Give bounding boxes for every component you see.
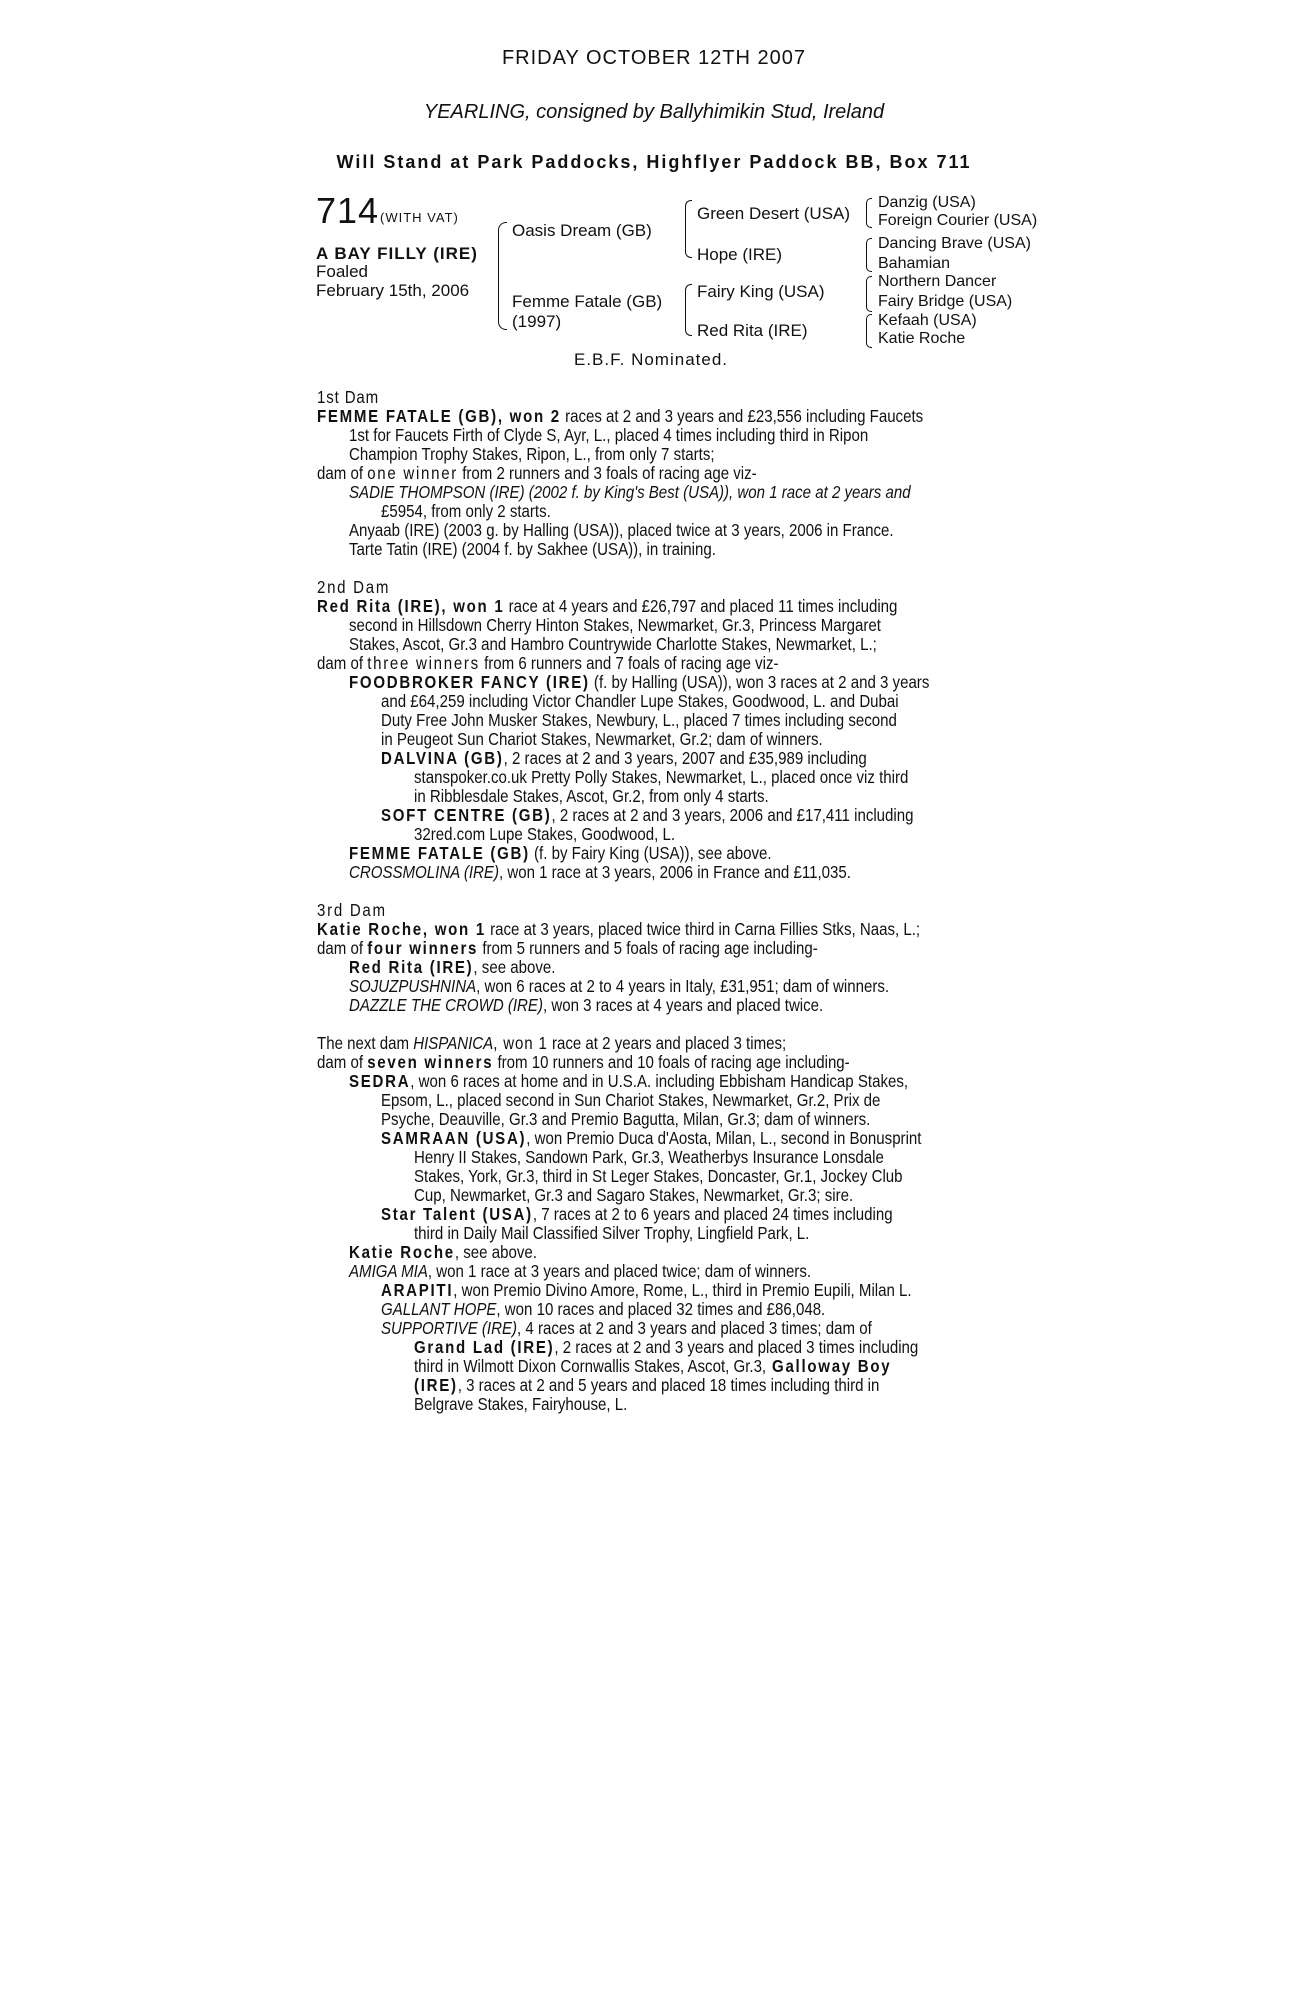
pedigree-brace-2b: [685, 284, 692, 336]
second-dam-line: in Ribblesdale Stakes, Ascot, Gr.2, from only 4 starts.: [414, 786, 769, 806]
next-dam-line: [414, 1356, 891, 1377]
first-dam-line: [317, 406, 923, 427]
second-dam-line: Duty Free John Musker Stakes, Newbury, L., placed 7 times including second: [381, 710, 897, 730]
second-dam-line: [317, 596, 897, 617]
first-dam-line: Champion Trophy Stakes, Ripon, L., from only 7 starts;: [349, 444, 715, 464]
first-dam-line: Anyaab (IRE) (2003 g. by Halling (USA)), placed twice at 3 years, 2006 in France.: [349, 520, 894, 540]
text: dam of: [317, 938, 368, 958]
next-dam-line: Epsom, L., placed second in Sun Chariot Stakes, Newmarket, Gr.2, Prix de: [381, 1090, 881, 1110]
second-dam-line: and £64,259 including Victor Chandler Lupe Stakes, Goodwood, L. and Dubai: [381, 691, 899, 711]
horse-name: FEMME FATALE (GB): [349, 843, 530, 863]
next-dam-line: [349, 1071, 908, 1092]
winners-count: four winners: [367, 938, 479, 958]
third-dam-line: [317, 938, 818, 959]
sire-sire: Green Desert (USA): [697, 204, 851, 223]
next-dam-line: Stakes, York, Gr.3, third in St Leger Stakes, Doncaster, Gr.1, Jockey Club: [414, 1166, 903, 1186]
next-dam-line: [381, 1280, 912, 1301]
winners-count: seven winners: [367, 1052, 494, 1072]
ebf-nomination: E.B.F. Nominated.: [574, 350, 729, 369]
pedigree-brace-3a: [866, 198, 872, 228]
sale-date: FRIDAY OCTOBER 12TH 2007: [501, 47, 807, 69]
next-dam-line: Henry II Stakes, Sandown Park, Gr.3, Weatherbys Insurance Lonsdale: [414, 1147, 884, 1167]
first-dam-line: 1st for Faucets Firth of Clyde S, Ayr, L., placed 4 times including third in Ripon: [349, 425, 869, 445]
dam-dam: Red Rita (IRE): [697, 321, 808, 340]
third-dam-line: [349, 957, 555, 978]
horse-name: Katie Roche: [349, 1242, 455, 1262]
second-dam-line: in Peugeot Sun Chariot Stakes, Newmarket, Gr.2; dam of winners.: [381, 729, 823, 749]
horse-name: (IRE): [414, 1375, 458, 1395]
second-dam-line: Stakes, Ascot, Gr.3 and Hambro Countrywide Charlotte Stakes, Newmarket, L.;: [349, 634, 877, 654]
great-grandparent-2: Foreign Courier (USA): [878, 212, 1038, 229]
horse-name: Red Rita (IRE): [349, 957, 474, 977]
second-dam-line: second in Hillsdown Cherry Hinton Stakes, Newmarket, Gr.3, Princess Margaret: [349, 615, 881, 635]
horse-name: ARAPITI: [381, 1280, 454, 1300]
horse-name: Grand Lad (IRE): [414, 1337, 555, 1357]
great-grandparent-1: Danzig (USA): [878, 194, 976, 211]
pedigree-brace-3d: [866, 314, 872, 348]
foaled-date: February 15th, 2006: [316, 281, 470, 300]
dam-year: (1997): [512, 312, 562, 331]
great-grandparent-5: Northern Dancer: [878, 273, 997, 290]
next-dam-line: [381, 1128, 921, 1149]
stand-location: Will Stand at Park Paddocks, Highflyer Paddock BB, Box 711: [336, 152, 972, 172]
next-dam-line: [414, 1375, 879, 1396]
third-dam-heading: 3rd Dam: [317, 900, 387, 920]
second-dam-line: [349, 672, 929, 693]
next-dam-line: [414, 1337, 918, 1358]
horse-name: Star Talent (USA): [381, 1204, 533, 1224]
text: , 3 races at 2 and 5 years and placed 18 times including third in: [457, 1375, 880, 1395]
horse-name: SOFT CENTRE (GB): [381, 805, 552, 825]
horse-name: CROSSMOLINA (IRE): [349, 862, 499, 882]
text: , won 1 race at 3 years and placed twice; dam of winners.: [427, 1261, 812, 1281]
next-dam-line: [317, 1033, 786, 1054]
second-dam-line: [317, 653, 779, 674]
great-grandparent-8: Katie Roche: [878, 330, 966, 347]
second-dam-heading: 2nd Dam: [317, 577, 391, 597]
text: dam of: [317, 653, 368, 673]
next-dam-line: Belgrave Stakes, Fairyhouse, L.: [414, 1394, 628, 1414]
horse-name: AMIGA MIA: [349, 1261, 428, 1281]
first-dam-heading: 1st Dam: [317, 387, 380, 407]
text: race at 2 years and placed 3 times;: [547, 1033, 787, 1053]
great-grandparent-3: Dancing Brave (USA): [878, 235, 1031, 252]
second-dam-line: 32red.com Lupe Stakes, Goodwood, L.: [414, 824, 676, 844]
horse-name: DAZZLE THE CROWD (IRE): [349, 995, 543, 1015]
next-dam-line: Psyche, Deauville, Gr.3 and Premio Bagutta, Milan, Gr.3; dam of winners.: [381, 1109, 871, 1129]
text: dam of: [317, 1052, 368, 1072]
horse-name: SEDRA: [349, 1071, 411, 1091]
winners-count: one winner: [367, 463, 459, 483]
dam-name: Red Rita (IRE), won 1: [317, 596, 505, 616]
text: , 2 races at 2 and 3 years, 2007 and £35,989 including: [503, 748, 867, 768]
next-dam-line: [317, 1052, 850, 1073]
vat-note: (WITH VAT): [380, 210, 459, 225]
dam-name: HISPANICA: [413, 1033, 494, 1053]
second-dam-line: [381, 748, 867, 769]
text: , won 6 races at 2 to 4 years in Italy, £31,951; dam of winners.: [476, 976, 890, 996]
next-dam-line: Cup, Newmarket, Gr.3 and Sagaro Stakes, Newmarket, Gr.3; sire.: [414, 1185, 854, 1205]
dam-sire: Fairy King (USA): [697, 282, 825, 301]
pedigree-brace-3b: [866, 238, 872, 272]
text: (f. by Halling (USA)), won 3 races at 2 and 3 years: [589, 672, 930, 692]
text: , won Premio Divino Amore, Rome, L., third in Premio Eupili, Milan L.: [453, 1280, 912, 1300]
text: , won Premio Duca d'Aosta, Milan, L., second in Bonusprint: [526, 1128, 922, 1148]
text: dam of: [317, 463, 368, 483]
horse-name: GALLANT HOPE: [381, 1299, 497, 1319]
horse-name: SAMRAAN (USA): [381, 1128, 527, 1148]
first-dam-line: [317, 463, 757, 484]
next-dam-line: third in Daily Mail Classified Silver Trophy, Lingfield Park, L.: [414, 1223, 810, 1243]
second-dam-line: stanspoker.co.uk Pretty Polly Stakes, Newmarket, L., placed once viz third: [414, 767, 909, 787]
text: (f. by Fairy King (USA)), see above.: [529, 843, 772, 863]
text: , won 6 races at home and in U.S.A. including Ebbisham Handicap Stakes,: [410, 1071, 909, 1091]
text: , 4 races at 2 and 3 years and placed 3 times; dam of: [517, 1318, 872, 1338]
horse-name: SUPPORTIVE (IRE): [381, 1318, 518, 1338]
next-dam-line: [381, 1299, 825, 1320]
second-dam-line: [349, 862, 851, 883]
lot-number: 714: [316, 190, 380, 231]
text: , 2 races at 2 and 3 years and placed 3 times including: [554, 1337, 919, 1357]
pedigree-brace-1: [498, 222, 507, 330]
next-dam-line: [381, 1204, 893, 1225]
text: , 2 races at 2 and 3 years, 2006 and £17,411 including: [551, 805, 914, 825]
great-grandparent-7: Kefaah (USA): [878, 312, 977, 329]
text: from 10 runners and 10 foals of racing age including-: [493, 1052, 850, 1072]
text: third in Wilmott Dixon Cornwallis Stakes, Ascot, Gr.3,: [414, 1356, 767, 1376]
text: , won 1: [493, 1033, 548, 1053]
pedigree-brace-3c: [866, 276, 872, 312]
text: , won 10 races and placed 32 times and £86,048.: [496, 1299, 826, 1319]
first-dam-line: Tarte Tatin (IRE) (2004 f. by Sakhee (USA)), in training.: [349, 539, 716, 559]
first-dam-line: SADIE THOMPSON (IRE) (2002 f. by King's Best (USA)), won 1 race at 2 years and: [349, 482, 911, 502]
third-dam-line: [349, 976, 889, 997]
text: , won 1 race at 3 years, 2006 in France and £11,035.: [498, 862, 851, 882]
text: , see above.: [473, 957, 556, 977]
next-dam-line: [349, 1242, 537, 1263]
text: The next dam: [317, 1033, 414, 1053]
horse-name: FOODBROKER FANCY (IRE): [349, 672, 590, 692]
second-dam-line: [381, 805, 914, 826]
pedigree-brace-2a: [685, 200, 692, 258]
text: race at 4 years and £26,797 and placed 11 times including: [504, 596, 898, 616]
third-dam-line: [349, 995, 823, 1016]
dam-name: Katie Roche, won 1: [317, 919, 486, 939]
horse-name: SOJUZPUSHNINA: [349, 976, 477, 996]
sire-dam: Hope (IRE): [697, 245, 783, 264]
great-grandparent-6: Fairy Bridge (USA): [878, 293, 1013, 310]
foaled-label: Foaled: [316, 262, 368, 281]
sire: Oasis Dream (GB): [512, 221, 652, 240]
next-dam-line: [349, 1261, 811, 1282]
text: race at 3 years, placed twice third in Carna Fillies Stks, Naas, L.;: [485, 919, 921, 939]
second-dam-line: [349, 843, 772, 864]
winners-count: three winners: [367, 653, 480, 673]
text: from 6 runners and 7 foals of racing age viz-: [479, 653, 779, 673]
dam-name: FEMME FATALE (GB), won 2: [317, 406, 561, 426]
consignment-line: YEARLING, consigned by Ballyhimikin Stud, Ireland: [423, 101, 885, 123]
text: from 2 runners and 3 foals of racing age viz-: [458, 463, 757, 483]
third-dam-line: [317, 919, 920, 940]
dam: Femme Fatale (GB): [512, 292, 663, 311]
horse-name: Galloway Boy: [766, 1356, 892, 1376]
first-dam-line: £5954, from only 2 starts.: [381, 501, 551, 521]
great-grandparent-4: Bahamian: [878, 255, 951, 272]
next-dam-line: [381, 1318, 872, 1339]
text: from 5 runners and 5 foals of racing age including-: [478, 938, 818, 958]
text: , 7 races at 2 to 6 years and placed 24 times including: [532, 1204, 893, 1224]
lot-title: A BAY FILLY (IRE): [316, 244, 478, 263]
horse-name: DALVINA (GB): [381, 748, 504, 768]
text: races at 2 and 3 years and £23,556 including Faucets: [560, 406, 924, 426]
text: , see above.: [454, 1242, 537, 1262]
text: , won 3 races at 4 years and placed twice.: [542, 995, 824, 1015]
